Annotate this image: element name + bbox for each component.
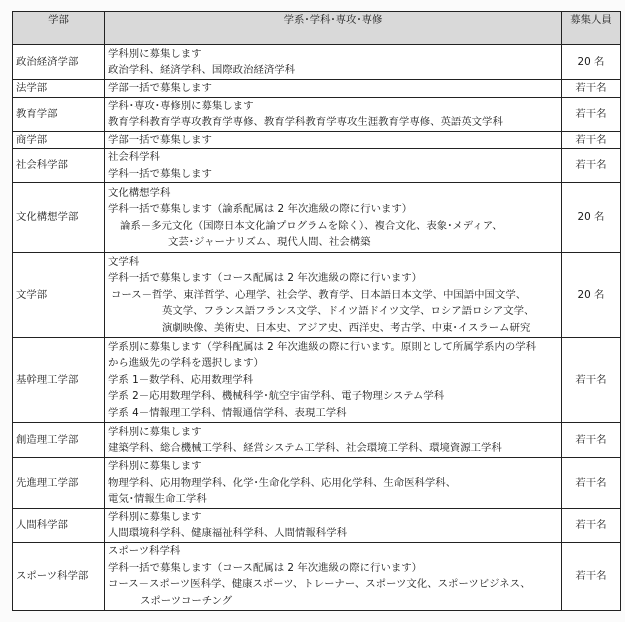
detail-line: コース－哲学、東洋哲学、心理学、社会学、教育学、日本語日本文学、中国語中国文学、	[111, 288, 527, 301]
detail-line: 建築学科、総合機械工学科、経営システム工学科、社会環境工学科、環境資源工学科	[108, 442, 502, 454]
detail-line: 演劇映像、美術史、日本史、アジア史、西洋史、考古学、中東･イスラーム研究	[162, 321, 531, 334]
faculty-cell: 人間科学部	[13, 508, 105, 542]
detail-line: 社会科学科	[108, 151, 160, 163]
detail-line: 学部一括で募集します	[108, 82, 212, 94]
quota-cell: 若干名	[562, 338, 621, 423]
faculty-cell: 法学部	[13, 80, 105, 98]
detail-line: スポーツコーチング	[140, 594, 233, 607]
faculty-cell: 社会科学部	[13, 149, 105, 183]
header-departments: 学系･学科･専攻･専修	[105, 12, 562, 45]
table-row	[13, 97, 621, 131]
detail-line: 物理学科、応用物理学科、化学･生命化学科、応用化学科、生命医科学科、	[108, 476, 457, 489]
quota-cell: 若干名	[562, 423, 621, 458]
table-row	[13, 423, 621, 458]
detail-cell	[105, 80, 562, 98]
detail-line: 文学科	[108, 255, 140, 268]
detail-line: 人間環境科学科、健康福祉科学科、人間情報科学科	[108, 527, 347, 539]
quota-cell: 若干名	[562, 458, 621, 509]
detail-line: 学部一括で募集します	[108, 133, 212, 146]
detail-cell	[105, 253, 562, 338]
table-row	[13, 80, 621, 98]
table-row	[13, 338, 621, 423]
detail-cell	[105, 542, 562, 610]
detail-cell	[105, 508, 562, 542]
detail-cell	[105, 338, 562, 423]
detail-line: 文化構想学科	[108, 186, 171, 199]
table-row	[13, 131, 621, 149]
faculty-cell: 基幹理工学部	[13, 338, 105, 423]
quota-cell: 20 名	[562, 183, 621, 253]
quota-cell: 若干名	[562, 97, 621, 131]
detail-line: 学科別に募集します	[108, 510, 202, 523]
quota-cell: 20 名	[562, 45, 621, 80]
detail-line: 学系 1－数学科、応用数理学科	[108, 373, 253, 386]
quota-cell: 20 名	[562, 253, 621, 338]
table-row	[13, 149, 621, 183]
recruitment-table	[12, 11, 621, 611]
quota-cell: 若干名	[562, 80, 621, 98]
faculty-cell: 教育学部	[13, 97, 105, 131]
detail-line: から進級先の学科を選択します）	[108, 357, 264, 370]
detail-cell	[105, 458, 562, 509]
detail-line: 学系 4－情報理工学科、情報通信学科、表現工学科	[108, 406, 347, 419]
detail-line: 学科･専攻･専修別に募集します	[108, 99, 254, 112]
table-header-row	[13, 12, 621, 45]
table-row	[13, 458, 621, 509]
table-row	[13, 183, 621, 253]
detail-line: 電気･情報生命工学科	[108, 493, 207, 505]
detail-line: 学科一括で募集します（論系配属は 2 年次進級の際に行います）	[108, 203, 413, 215]
table-row	[13, 45, 621, 80]
detail-line: 学科別に募集します	[108, 425, 202, 438]
detail-line: 政治学科、経済学科、国際政治経済学科	[108, 64, 296, 76]
faculty-cell: スポーツ科学部	[13, 542, 105, 610]
detail-line: 学系別に募集します（学科配属は 2 年次進級の際に行います。原則として所属学系内の学科	[108, 340, 537, 353]
table-row	[13, 508, 621, 542]
faculty-cell: 商学部	[13, 131, 105, 149]
detail-line: 学科別に募集します	[108, 47, 202, 60]
detail-line: コース－スポーツ医科学、健康スポーツ、トレーナー、スポーツ文化、スポーツビジネス、	[108, 578, 531, 590]
faculty-cell: 政治経済学部	[13, 45, 105, 80]
quota-cell: 若干名	[562, 131, 621, 149]
detail-cell	[105, 45, 562, 80]
faculty-cell: 文学部	[13, 253, 105, 338]
detail-line: 学科一括で募集します（コース配属は 2 年次進級の際に行います）	[108, 272, 423, 285]
header-quota: 募集人員	[562, 12, 621, 45]
detail-line: 教育学科教育学専攻教育学専修、教育学科教育学専攻生涯教育学専修、英語英文学科	[108, 116, 503, 128]
faculty-cell: 文化構想学部	[13, 183, 105, 253]
table-row	[13, 253, 621, 338]
table-row	[13, 542, 621, 610]
detail-line: スポーツ科学科	[108, 545, 181, 557]
detail-line: 論系－多元文化（国際日本文化論プログラムを除く）、複合文化、表象･メディア、	[120, 219, 503, 232]
quota-cell: 若干名	[562, 542, 621, 610]
detail-cell	[105, 131, 562, 149]
detail-cell	[105, 97, 562, 131]
detail-line: 学系 2－応用数理学科、機械科学･航空宇宙学科、電子物理システム学科	[108, 390, 445, 403]
detail-line: 学科一括で募集します	[108, 167, 212, 180]
detail-cell	[105, 149, 562, 183]
faculty-cell: 創造理工学部	[13, 423, 105, 458]
faculty-cell: 先進理工学部	[13, 458, 105, 509]
detail-line: 文芸･ジャーナリズム、現代人間、社会構築	[168, 236, 371, 248]
quota-cell: 若干名	[562, 149, 621, 183]
quota-cell: 若干名	[562, 508, 621, 542]
detail-cell	[105, 183, 562, 253]
detail-cell	[105, 423, 562, 458]
detail-line: 学科別に募集します	[108, 460, 202, 472]
detail-line: 英文学、フランス語フランス文学、ドイツ語ドイツ文学、ロシア語ロシア文学、	[162, 305, 535, 318]
header-faculty: 学部	[13, 12, 105, 45]
detail-line: 学科一括で募集します（コース配属は 2 年次進級の際に行います）	[108, 561, 423, 574]
